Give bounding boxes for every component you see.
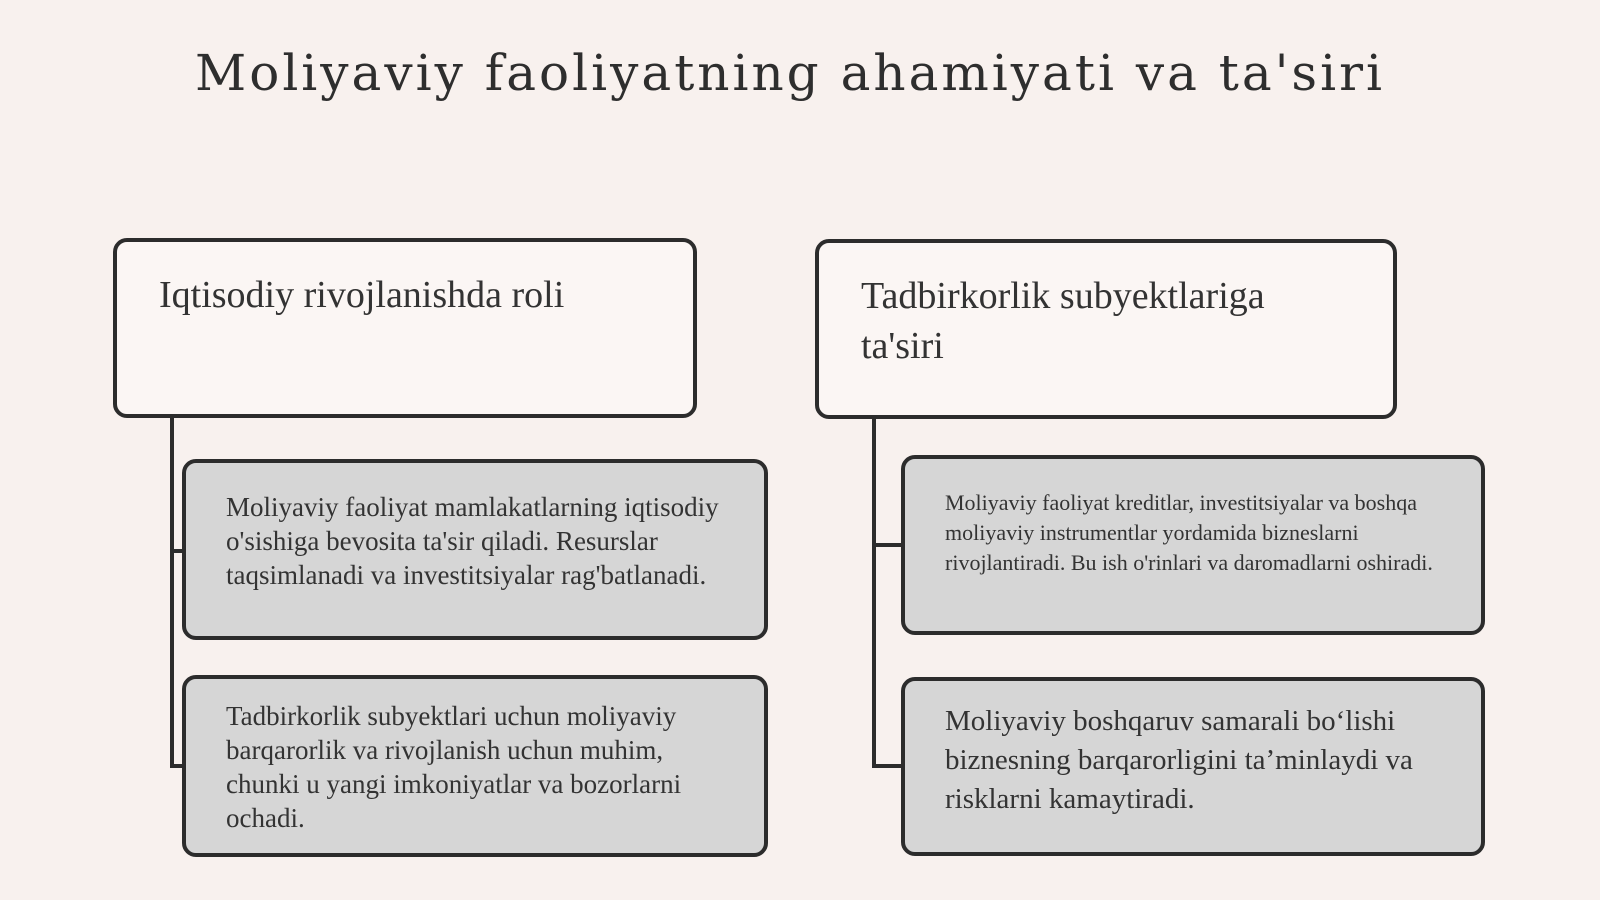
left-item-text-2: Tadbirkorlik subyektlari uchun moliyaviy barqarorlik va rivojlanish uchun muhim, chunki u yangi imkoniyatlar va bozorlarni ochadi. [226,701,682,833]
left-item-text-1: Moliyaviy faoliyat mamlakatlarning iqtisodiy o'sishiga bevosita ta'sir qiladi. Resurslar taqsimlanadi va investitsiyalar rag'batlanadi. [226,492,719,590]
page-title: Moliyaviy faoliyatning ahamiyati va ta'siri [195,44,1385,102]
right-item-text-1: Moliyaviy faoliyat kreditlar, investitsiyalar va boshqa moliyaviy instrumentlar yordamida bizneslarni rivojlantiradi. Bu ish o'rinlari va daromadlarni oshiradi. [945,490,1433,575]
left-heading-box [113,238,697,418]
left-tree-trunk [170,412,174,768]
right-item-text-2: Moliyaviy boshqaruv samarali bo‘lishi biznesning barqarorligini ta’minlaydi va risklarni kamaytiradi. [945,705,1413,815]
right-tree-branch-2 [872,764,902,768]
right-item-box-1 [901,455,1485,635]
right-tree-trunk [872,412,876,768]
right-item-box-2 [901,677,1485,856]
left-item-box-1 [182,459,768,640]
left-heading-label: Iqtisodiy rivojlanishda roli [159,274,565,316]
right-heading-box [815,239,1397,419]
right-heading-label: Tadbirkorlik subyektlariga ta'siri [861,275,1265,367]
right-tree-branch-1 [872,543,902,547]
left-item-box-2 [182,675,768,857]
